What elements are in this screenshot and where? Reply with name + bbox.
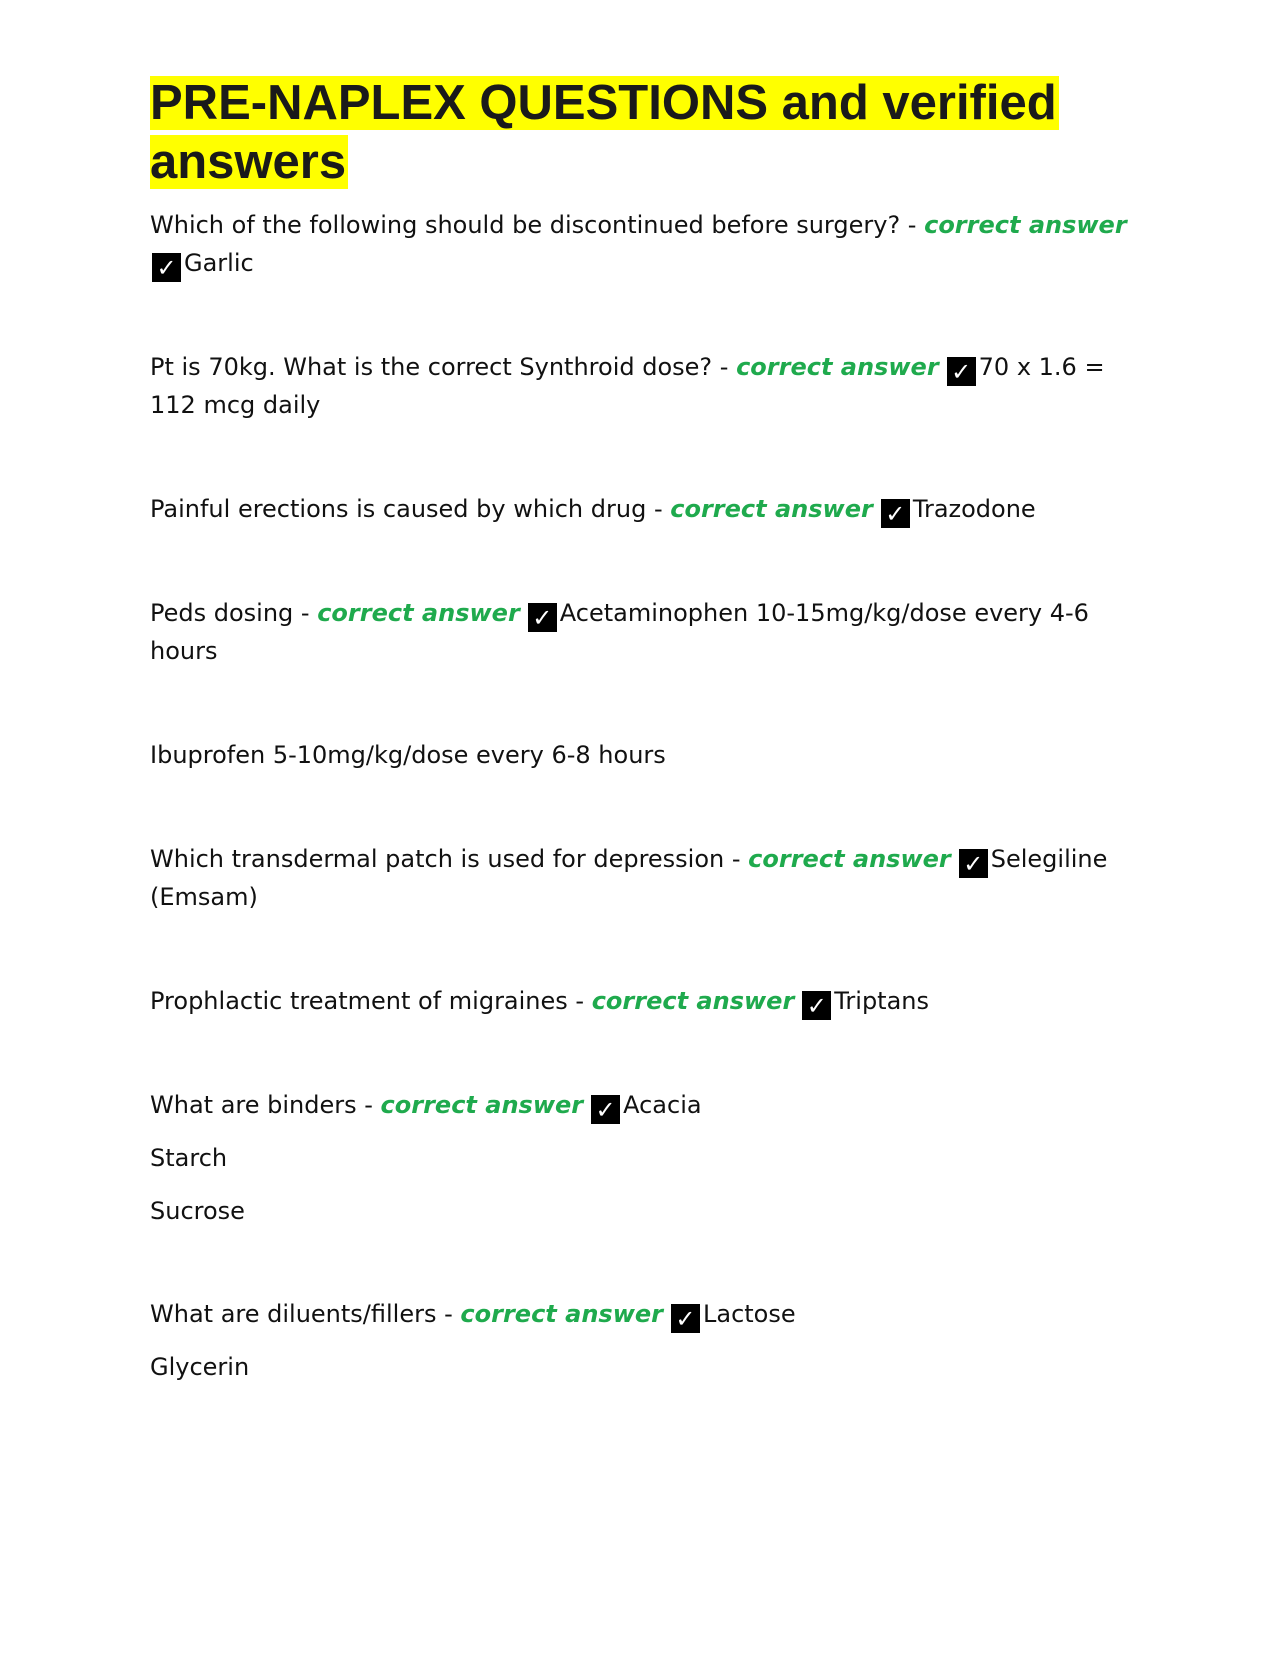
question-text: What are binders - xyxy=(150,1091,381,1119)
checkmark-icon: ✓ xyxy=(959,849,988,878)
answer-text: Acacia xyxy=(623,1091,702,1119)
title-highlight: PRE-NAPLEX QUESTIONS and verified answers xyxy=(150,76,1057,189)
correct-answer-label: correct answer xyxy=(924,211,1127,239)
extra-line-sucrose: Sucrose xyxy=(150,1197,245,1225)
qa-item-1 xyxy=(150,206,1140,282)
correct-answer-label: correct answer xyxy=(317,599,520,627)
qa-item-4 xyxy=(150,594,1140,670)
qa-item-6 xyxy=(150,982,1140,1020)
answer-text: Selegiline (Emsam) xyxy=(150,845,1108,911)
correct-answer-label: correct answer xyxy=(670,495,873,523)
answer-text: Acetaminophen 10-15mg/kg/dose every 4-6 hours xyxy=(150,599,1089,665)
checkmark-icon: ✓ xyxy=(591,1095,620,1124)
answer-text: Trazodone xyxy=(912,495,1036,523)
extra-line-glycerin: Glycerin xyxy=(150,1353,250,1381)
checkmark-icon: ✓ xyxy=(947,357,976,386)
qa-item-8 xyxy=(150,1295,1140,1333)
correct-answer-label: correct answer xyxy=(380,1091,584,1119)
qa-item-2 xyxy=(150,348,1140,424)
question-text: Which transdermal patch is used for depression - xyxy=(150,845,749,873)
qa-item-3 xyxy=(150,490,1140,528)
correct-answer-label: correct answer xyxy=(460,1300,663,1328)
answer-text: Garlic xyxy=(184,249,254,277)
answer-text: Lactose xyxy=(702,1300,796,1328)
checkmark-icon: ✓ xyxy=(528,603,557,632)
question-text: Peds dosing - xyxy=(150,599,318,627)
answer-text: Triptans xyxy=(834,987,930,1015)
correct-answer-label: correct answer xyxy=(736,353,939,381)
correct-answer-label: correct answer xyxy=(748,845,951,873)
question-text: Pt is 70kg. What is the correct Synthroid dose? - xyxy=(150,353,737,381)
checkmark-icon: ✓ xyxy=(881,499,910,528)
correct-answer-label: correct answer xyxy=(591,987,795,1015)
checkmark-icon: ✓ xyxy=(802,991,831,1020)
checkmark-icon: ✓ xyxy=(671,1304,700,1333)
checkmark-icon: ✓ xyxy=(152,253,181,282)
extra-line-ibuprofen: Ibuprofen 5-10mg/kg/dose every 6-8 hours xyxy=(150,741,666,769)
question-text: Painful erections is caused by which drug - xyxy=(150,495,671,523)
document-title xyxy=(150,74,1110,192)
qa-item-7 xyxy=(150,1086,1140,1124)
question-text: Which of the following should be discontinued before surgery? - xyxy=(150,211,925,239)
question-text: What are diluents/fillers - xyxy=(150,1300,461,1328)
answer-text: 70 x 1.6 = 112 mcg daily xyxy=(150,353,1105,419)
question-text: Prophlactic treatment of migraines - xyxy=(150,987,592,1015)
extra-line-starch: Starch xyxy=(150,1144,228,1172)
qa-item-5 xyxy=(150,840,1140,916)
